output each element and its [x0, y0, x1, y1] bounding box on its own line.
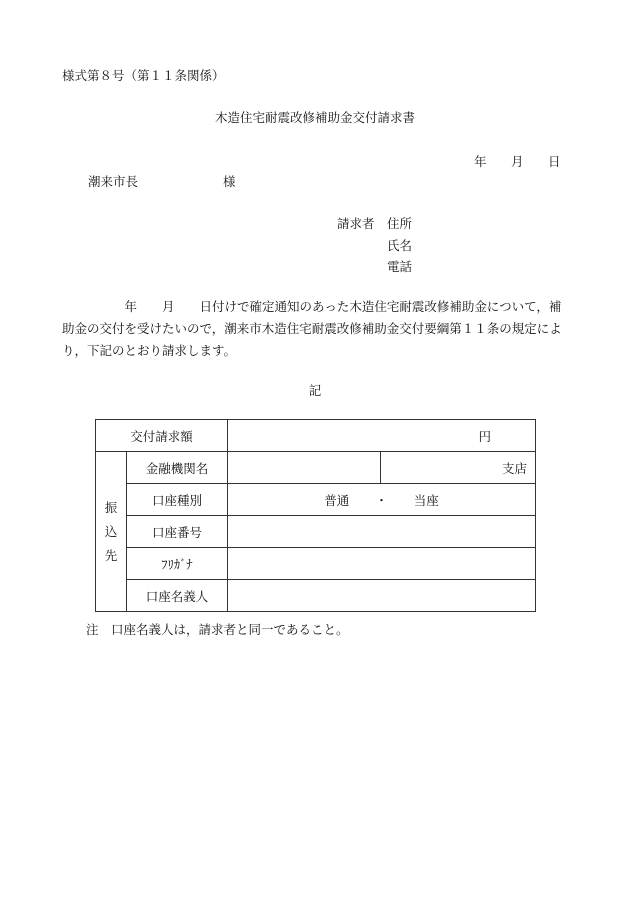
footnote: 注 口座名義人は，請求者と同一であること。	[86, 622, 349, 637]
bank-name-field[interactable]	[228, 452, 381, 484]
table-row	[96, 484, 536, 516]
table-row	[96, 580, 536, 612]
account-number-field[interactable]	[228, 516, 536, 548]
account-number-label: 口座番号	[127, 516, 228, 548]
account-type-ordinary[interactable]: 普通	[324, 492, 350, 508]
requester-label: 請求者	[337, 216, 375, 231]
account-holder-label: 口座名義人	[127, 580, 228, 612]
furigana-label: ﾌﾘｶﾞﾅ	[127, 548, 228, 580]
form-number: 様式第８号（第１１条関係）	[62, 68, 225, 83]
requester-phone-label: 電話	[387, 259, 413, 274]
addressee-name: 潮来市長	[88, 174, 139, 189]
table-row	[96, 420, 536, 452]
amount-unit: 円	[478, 428, 492, 444]
transfer-destination-label	[96, 452, 127, 612]
transfer-label-char: 先	[104, 547, 118, 563]
date-year-label: 年	[474, 154, 487, 169]
transfer-label-char: 振	[104, 499, 118, 515]
branch-unit: 支店	[502, 460, 528, 476]
table-row	[96, 548, 536, 580]
requester-name-label: 氏名	[387, 238, 413, 253]
note-heading: 記	[308, 383, 322, 398]
account-holder-field[interactable]	[228, 580, 536, 612]
date-month-label: 月	[511, 154, 524, 169]
amount-label: 交付請求額	[96, 420, 228, 452]
document-title: 木造住宅耐震改修補助金交付請求書	[214, 110, 415, 125]
account-type-separator: ・	[375, 492, 388, 508]
payment-details-table	[95, 419, 536, 612]
date-day-label: 日	[548, 154, 561, 169]
account-type-current[interactable]: 当座	[413, 492, 439, 508]
addressee-honorific: 様	[223, 174, 236, 189]
request-body-text	[62, 296, 562, 362]
table-row	[96, 516, 536, 548]
furigana-field[interactable]	[228, 548, 536, 580]
branch-field[interactable]	[381, 452, 536, 484]
amount-field[interactable]	[228, 420, 536, 452]
requester-address-label: 住所	[387, 216, 413, 231]
bank-name-label: 金融機関名	[127, 452, 228, 484]
body-line: 助金の交付を受けたいので，潮来市木造住宅耐震改修補助金交付要綱第１１条の規定によ	[62, 321, 562, 336]
body-line: り，下記のとおり請求します。	[62, 343, 237, 358]
account-type-field[interactable]	[228, 484, 536, 516]
account-type-label: 口座種別	[127, 484, 228, 516]
transfer-label-char: 込	[104, 523, 118, 539]
table-row	[96, 452, 536, 484]
body-line: 年 月 日付けで確定通知のあった木造住宅耐震改修補助金について，補	[62, 299, 562, 314]
